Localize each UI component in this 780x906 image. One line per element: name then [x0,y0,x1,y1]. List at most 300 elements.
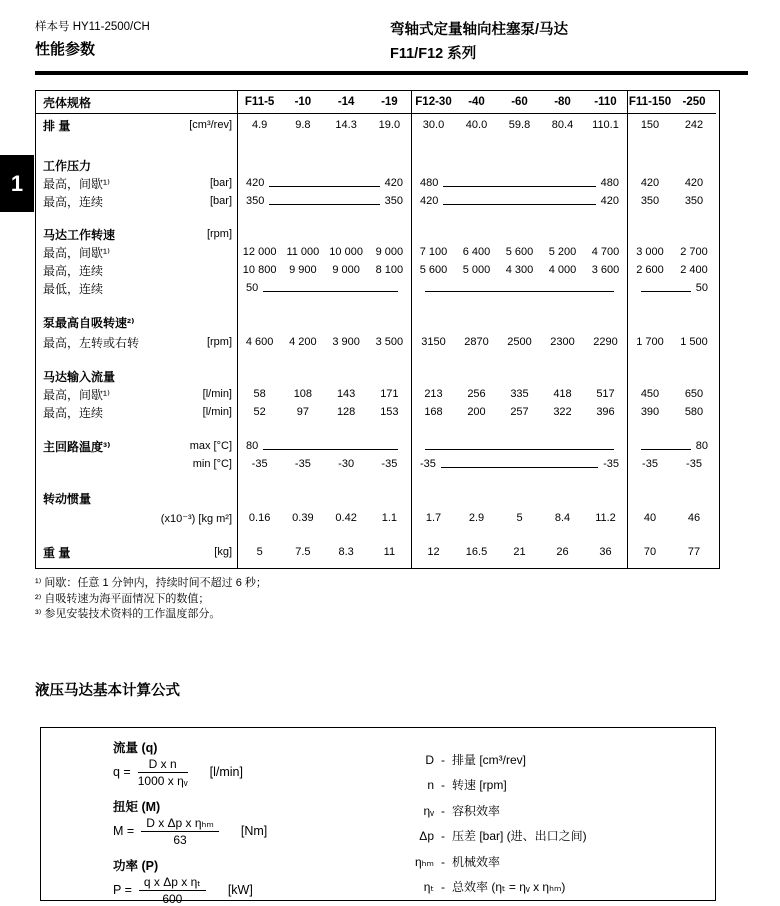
row-header [36,421,237,455]
cell-value: 517 [596,388,615,400]
value-group [627,527,716,568]
formula-lhs: M = [113,824,135,838]
cell-value: 5 [256,546,263,558]
symbol-definition [386,824,587,850]
row-label: 排 量 [43,118,71,133]
cell-value: 420 [420,195,439,207]
cell-value: 4 000 [548,264,577,276]
cell-value: 420 [640,177,660,189]
value-range-line [443,204,595,205]
formula-list [113,738,267,906]
symbol-definition [386,773,587,799]
frame-size-label: -10 [294,96,312,108]
cell-value: 30.0 [422,119,445,131]
value-group [411,331,627,351]
cell-value: 1 500 [680,336,708,348]
row-label: 最高，间歇¹⁾ [43,176,110,191]
cell-value: 257 [510,406,529,418]
cell-value: 3 000 [636,246,664,258]
separator: - [441,880,445,894]
value-group [627,243,716,261]
cell-value: 171 [380,388,399,400]
value-group [237,174,411,192]
symbol: Δp [419,829,434,843]
cell-value: -35 [381,458,398,470]
value-group [627,134,716,174]
column-header-label: 壳体规格 [43,95,92,110]
row-label: 最高，连续 [43,194,104,209]
frame-size-label: -250 [682,96,706,108]
symbol: ηₜ [423,880,434,894]
cell-value: 396 [596,406,615,418]
separator: - [441,829,445,843]
cell-value: 8.4 [554,512,571,524]
cell-value: 322 [553,406,572,418]
table-row [36,507,719,527]
formula-section-title: 液压马达基本计算公式 [35,682,180,699]
table-row [36,261,719,279]
cell-value: 143 [336,388,356,400]
value-group [411,192,627,210]
symbol-definition [386,748,587,774]
formula-unit: [kW] [227,883,253,897]
cell-value: 9 900 [289,264,317,276]
row-unit: [rpm] [206,228,232,240]
row-label: 工作压力 [43,158,92,173]
table-row [36,403,719,421]
value-group [237,527,411,568]
frame-size-label: F11-5 [244,96,275,108]
formula-lhs: P = [113,883,132,897]
cell-value: 14.3 [335,119,357,131]
value-group [237,507,411,527]
row-unit: (x10⁻³) [kg m²] [160,512,232,525]
cell-value: 480 [420,177,439,189]
table-row [36,114,719,134]
formula-unit: [l/min] [209,765,243,779]
cell-value: 128 [336,406,356,418]
cell-value: 1.7 [425,512,442,524]
cell-value: 3 500 [375,336,404,348]
cell-value: 350 [246,195,265,207]
cell-value: -35 [420,458,436,470]
cell-value: 40 [643,512,657,524]
cell-value: 16.5 [465,546,488,558]
cell-value: 5 600 [419,264,448,276]
value-group [237,243,411,261]
cell-value: 40.0 [465,119,488,131]
cell-value: 5 600 [505,246,534,258]
value-group [627,279,716,297]
value-range-line [441,467,598,468]
value-group [627,385,716,403]
separator: - [441,803,445,818]
row-header [36,403,237,421]
formula-unit: [Nm] [240,824,268,838]
frame-size-group [411,91,627,114]
value-range-line [641,449,691,450]
row-unit: [bar] [209,195,232,207]
cell-value: -30 [338,458,355,470]
value-group [411,243,627,261]
footnote: ¹⁾ 间歇：任意 1 分钟内，持续时间不超过 6 秒； [35,577,267,589]
row-header [36,455,237,473]
value-group [627,403,716,421]
symbol: n [427,778,434,792]
formula-equation [113,816,267,847]
header-right [390,18,750,63]
cell-value: 11 [383,546,396,558]
row-header [36,134,237,174]
formula-fraction [141,816,219,847]
formula-denominator: 1000 x ηᵥ [137,773,188,788]
value-group [237,331,411,351]
cell-value: 580 [684,406,704,418]
cell-value: 36 [599,546,612,558]
cell-value: 242 [684,119,704,131]
cell-value: 3150 [421,336,446,348]
table-row [36,473,719,507]
page-title: 性能参数 [35,41,96,58]
cell-value: -35 [251,458,268,470]
cell-value: 80.4 [551,119,574,131]
row-unit: [l/min] [202,388,232,400]
formula-fraction [138,757,188,788]
symbol-description: 总效率 (ηₜ = ηᵥ x ηₕₘ) [452,880,566,894]
value-group [411,279,627,297]
value-group [627,297,716,331]
value-group [411,403,627,421]
cell-value: 200 [467,406,486,418]
cell-value: 350 [640,195,660,207]
cell-value: 7 100 [419,246,448,258]
formula-name: 功率 (P) [113,858,159,873]
value-group [627,174,716,192]
value-group [237,455,411,473]
table-row [36,351,719,385]
frame-size-label: -14 [337,96,355,108]
value-group [237,403,411,421]
row-header [36,114,237,134]
formula-fraction [139,875,206,906]
symbol: ηᵥ [423,803,434,818]
row-label: 主回路温度³⁾ [43,439,111,454]
value-group [627,210,716,243]
row-header [36,527,237,568]
symbol-definitions [386,748,587,901]
cell-value: 3 600 [591,264,620,276]
cell-value: 5 [516,512,523,524]
value-group [627,507,716,527]
symbol-definition [386,875,587,901]
cell-value: -35 [642,458,658,470]
separator: - [441,854,445,869]
cell-value: 97 [296,406,309,418]
row-unit: max [°C] [189,440,232,452]
formula-numerator: D x Δp x ηₕₘ [141,816,219,832]
frame-size-label: -60 [511,96,528,108]
row-label: 最高，左转或右转 [43,335,140,350]
value-group [411,455,627,473]
cell-value: 390 [640,406,660,418]
value-group [411,261,627,279]
table-row [36,385,719,403]
value-range-line [263,291,398,292]
cell-value: 59.8 [508,119,531,131]
formula-denominator: 63 [173,832,187,847]
cell-value: 4 200 [289,336,317,348]
value-group [627,351,716,385]
row-header [36,385,237,403]
cell-value: 2500 [507,336,532,348]
cell-value: -35 [603,458,619,470]
value-group [411,210,627,243]
value-group [411,507,627,527]
symbol-description: 排量 [cm³/rev] [452,752,526,767]
cell-value: 12 000 [242,246,277,258]
cell-value: 21 [513,546,526,558]
cell-value: 168 [424,406,443,418]
row-unit: [l/min] [202,406,232,418]
cell-value: 9 000 [375,246,404,258]
value-group [237,297,411,331]
row-header [36,279,237,297]
formula-name: 扭矩 (M) [113,799,161,814]
cell-value: 335 [510,388,529,400]
row-unit: min [°C] [192,458,232,470]
cell-value: 10 000 [329,246,363,258]
value-group [237,351,411,385]
symbol-description: 转速 [rpm] [452,778,507,792]
formula [113,797,267,847]
row-label: 最高，连续 [43,263,104,278]
value-group [411,174,627,192]
cell-value: 2 700 [680,246,708,258]
footnotes [35,576,750,623]
cell-value: 153 [380,406,399,418]
value-group [411,351,627,385]
cell-value: 2 600 [636,264,664,276]
cell-value: 50 [695,282,708,294]
value-range-line [641,291,691,292]
symbol: ηₕₘ [414,854,434,869]
cell-value: 420 [600,195,619,207]
table-row [36,455,719,473]
cell-value: 420 [684,177,704,189]
header-left [35,18,390,63]
table-row [36,243,719,261]
footnote: ³⁾ 参见安装技术资料的工作温度部分。 [35,608,221,620]
row-label: 最高，间歇¹⁾ [43,245,110,260]
cell-value: 4.9 [251,119,268,131]
value-range-line [425,291,614,292]
formula-denominator: 600 [162,891,183,906]
symbol-definition [386,799,587,825]
table-row [36,134,719,174]
frame-size-label: -19 [381,96,398,108]
separator: - [441,778,445,792]
cell-value: 58 [253,388,266,400]
cell-value: 110.1 [592,119,619,131]
row-label: 最低，连续 [43,281,104,296]
product-title: 弯轴式定量轴向柱塞泵/马达 [390,22,569,38]
formula-numerator: D x n [138,757,188,773]
cell-value: 213 [424,388,443,400]
header-rule [35,71,748,75]
cell-value: 7.5 [295,546,311,558]
value-group [237,192,411,210]
value-group [627,455,716,473]
value-group [627,473,716,507]
cell-value: 480 [600,177,619,189]
frame-size-label: -80 [554,96,571,108]
table-row [36,210,719,243]
row-unit: [rpm] [206,336,232,348]
formula [113,856,267,906]
row-label: 重 量 [43,545,71,560]
row-unit: [cm³/rev] [189,119,232,131]
cell-value: 5 200 [548,246,577,258]
value-group [627,261,716,279]
series-title: F11/F12 系列 [390,46,477,62]
value-group [627,421,716,455]
cell-value: 8 100 [375,264,404,276]
cell-value: 11 000 [286,246,320,258]
value-group [237,210,411,243]
table-row [36,421,719,455]
cell-value: 1.1 [381,512,398,524]
cell-value: 19.0 [378,119,401,131]
spec-column-header [36,91,237,114]
cell-value: 3 900 [332,336,360,348]
row-label: 泵最高自吸转速²⁾ [43,315,135,330]
value-range-line [443,186,595,187]
formula-equation [113,875,267,906]
cell-value: 2290 [593,336,618,348]
cell-value: 4 700 [591,246,620,258]
cell-value: -35 [686,458,702,470]
formula-name: 流量 (q) [113,740,158,755]
value-group [411,114,627,134]
cell-value: 420 [384,177,403,189]
formula [113,738,267,788]
cell-value: 50 [246,282,259,294]
cell-value: 420 [246,177,265,189]
row-label: 马达输入流量 [43,369,116,384]
cell-value: 9 000 [332,264,360,276]
value-group [627,331,716,351]
value-range-line [263,449,398,450]
cell-value: 350 [684,195,704,207]
cell-value: 70 [643,546,657,558]
symbol: D [425,752,434,767]
value-group [411,297,627,331]
cell-value: 46 [687,512,701,524]
row-header [36,192,237,210]
value-group [411,134,627,174]
value-group [627,192,716,210]
separator: - [441,752,445,767]
cell-value: 4 300 [505,264,534,276]
formula-equation [113,757,267,788]
value-group [627,114,716,134]
chapter-tab: 1 [0,155,34,212]
row-header [36,243,237,261]
value-group [237,261,411,279]
cell-value: 2870 [464,336,489,348]
cell-value: 4 600 [245,336,274,348]
cell-value: 2 400 [680,264,708,276]
frame-size-group [237,91,411,114]
table-row [36,279,719,297]
frame-size-label: F12-30 [415,96,452,108]
value-group [237,114,411,134]
cell-value: 0.39 [292,512,314,524]
row-header [36,331,237,351]
doc-number: 样本号 HY11-2500/CH [35,21,150,33]
cell-value: 11.2 [595,512,616,524]
cell-value: 0.42 [335,512,357,524]
cell-value: 350 [384,195,403,207]
value-group [411,385,627,403]
cell-value: 108 [293,388,313,400]
row-header [36,473,237,507]
value-group [237,421,411,455]
cell-value: 8.3 [338,546,354,558]
value-range-line [269,204,379,205]
row-label: 最高，间歇¹⁾ [43,387,110,402]
value-group [237,385,411,403]
row-header [36,297,237,331]
footnote: ²⁾ 自吸转速为海平面情况下的数值； [35,592,210,605]
cell-value: 1 700 [636,336,664,348]
cell-value: 256 [467,388,486,400]
spec-table [35,90,720,569]
cell-value: 150 [640,119,660,131]
frame-size-group [627,91,716,114]
cell-value: 9.8 [295,119,311,131]
row-unit: [kg] [214,546,232,558]
formula-numerator: q x Δp x ηₜ [139,875,206,891]
value-group [237,134,411,174]
row-label: 最高，连续 [43,405,104,420]
page-header [35,18,750,63]
value-group [237,473,411,507]
row-unit: [bar] [209,177,232,189]
cell-value: 2300 [550,336,575,348]
row-header [36,210,237,243]
value-group [411,421,627,455]
cell-value: 450 [640,388,660,400]
frame-size-label: -110 [594,96,617,108]
cell-value: 52 [253,406,266,418]
cell-value: 6 400 [462,246,491,258]
value-group [411,473,627,507]
formula-box [40,727,716,906]
formula-lhs: q = [113,765,131,779]
row-header [36,261,237,279]
row-header [36,507,237,527]
row-label: 转动惯量 [43,491,92,506]
cell-value: 12 [427,546,440,558]
table-row [36,527,719,568]
cell-value: 0.16 [248,512,271,524]
value-group [411,527,627,568]
table-row [36,192,719,210]
value-range-line [425,449,614,450]
row-header [36,351,237,385]
symbol-description: 压差 [bar] (进、出口之间) [452,829,587,843]
